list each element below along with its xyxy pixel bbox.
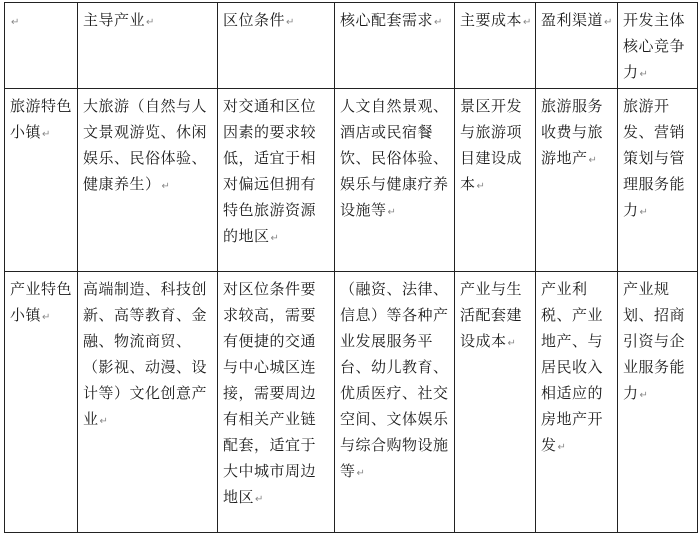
table-cell: 产业与生活配套建设成本↵ — [455, 272, 536, 533]
paragraph-mark-icon: ↵ — [270, 233, 280, 244]
table-cell: 旅游开发、营销策划与管理服务能力↵ — [618, 89, 698, 272]
paragraph-mark-icon: ↵ — [286, 17, 295, 28]
paragraph-mark-icon: ↵ — [507, 338, 517, 349]
paragraph-mark-icon: ↵ — [434, 17, 443, 28]
table-cell: 对交通和区位因素的要求较低，适宜于相对偏远但拥有特色旅游资源的地区↵ — [218, 89, 335, 272]
header-cell-developer-competence: 开发主体核心竞争力↵ — [618, 3, 698, 89]
paragraph-mark-icon: ↵ — [639, 69, 649, 80]
row-label-cell: 产业特色小镇↵ — [5, 272, 78, 533]
paragraph-mark-icon: ↵ — [255, 494, 264, 505]
paragraph-mark-icon: ↵ — [604, 17, 613, 28]
paragraph-mark-icon: ↵ — [387, 207, 397, 218]
paragraph-mark-icon: ↵ — [42, 129, 51, 140]
table-row — [5, 272, 698, 533]
table-cell: 产业规划、招商引资与企业服务能力↵ — [618, 272, 698, 533]
table-cell: （融资、法律、信息）等各种产业发展服务平台、幼儿教育、优质医疗、社交空间、文体娱乐与综合购物设施等↵ — [335, 272, 455, 533]
table-cell: 旅游服务收费与旅游地产↵ — [536, 89, 618, 272]
paragraph-mark-icon: ↵ — [557, 442, 567, 453]
paragraph-mark-icon: ↵ — [639, 207, 649, 218]
paragraph-mark-icon: ↵ — [11, 17, 20, 28]
table-cell: 高端制造、科技创新、高等教育、金融、物流商贸、（影视、动漫、设计等）文化创意产业↵ — [78, 272, 218, 533]
header-cell-profit-channels: 盈利渠道↵ — [536, 3, 618, 89]
table-row — [5, 89, 698, 272]
paragraph-mark-icon: ↵ — [476, 181, 486, 192]
table-cell: 对区位条件要求较高，需要有便捷的交通与中心城区连接，需要周边有相关产业链配套，适宜于大中城市周边地区↵ — [218, 272, 335, 533]
header-cell-leading-industry: 主导产业↵ — [78, 3, 218, 89]
header-cell-core-facilities: 核心配套需求↵ — [335, 3, 455, 89]
paragraph-mark-icon: ↵ — [356, 468, 366, 479]
table-cell: 大旅游（自然与人文景观游览、休闲娱乐、民俗体验、健康养生）↵ — [78, 89, 218, 272]
paragraph-mark-icon: ↵ — [639, 390, 649, 401]
table-cell: 产业利税、产业地产、与居民收入相适应的房地产开发↵ — [536, 272, 618, 533]
paragraph-mark-icon: ↵ — [42, 312, 51, 323]
comparison-table — [4, 2, 698, 533]
paragraph-mark-icon: ↵ — [523, 17, 532, 28]
table-cell: 景区开发与旅游项目建设成本↵ — [455, 89, 536, 272]
paragraph-mark-icon: ↵ — [588, 155, 598, 166]
table-cell: 人文自然景观、酒店或民宿餐饮、民俗体验、娱乐与健康疗养设施等↵ — [335, 89, 455, 272]
paragraph-mark-icon: ↵ — [146, 17, 155, 28]
row-label-cell: 旅游特色小镇↵ — [5, 89, 78, 272]
header-cell-blank — [5, 3, 78, 89]
header-cell-location: 区位条件↵ — [218, 3, 335, 89]
header-cell-main-cost: 主要成本↵ — [455, 3, 536, 89]
header-row — [5, 3, 698, 89]
paragraph-mark-icon: ↵ — [99, 416, 109, 427]
paragraph-mark-icon: ↵ — [161, 181, 171, 192]
